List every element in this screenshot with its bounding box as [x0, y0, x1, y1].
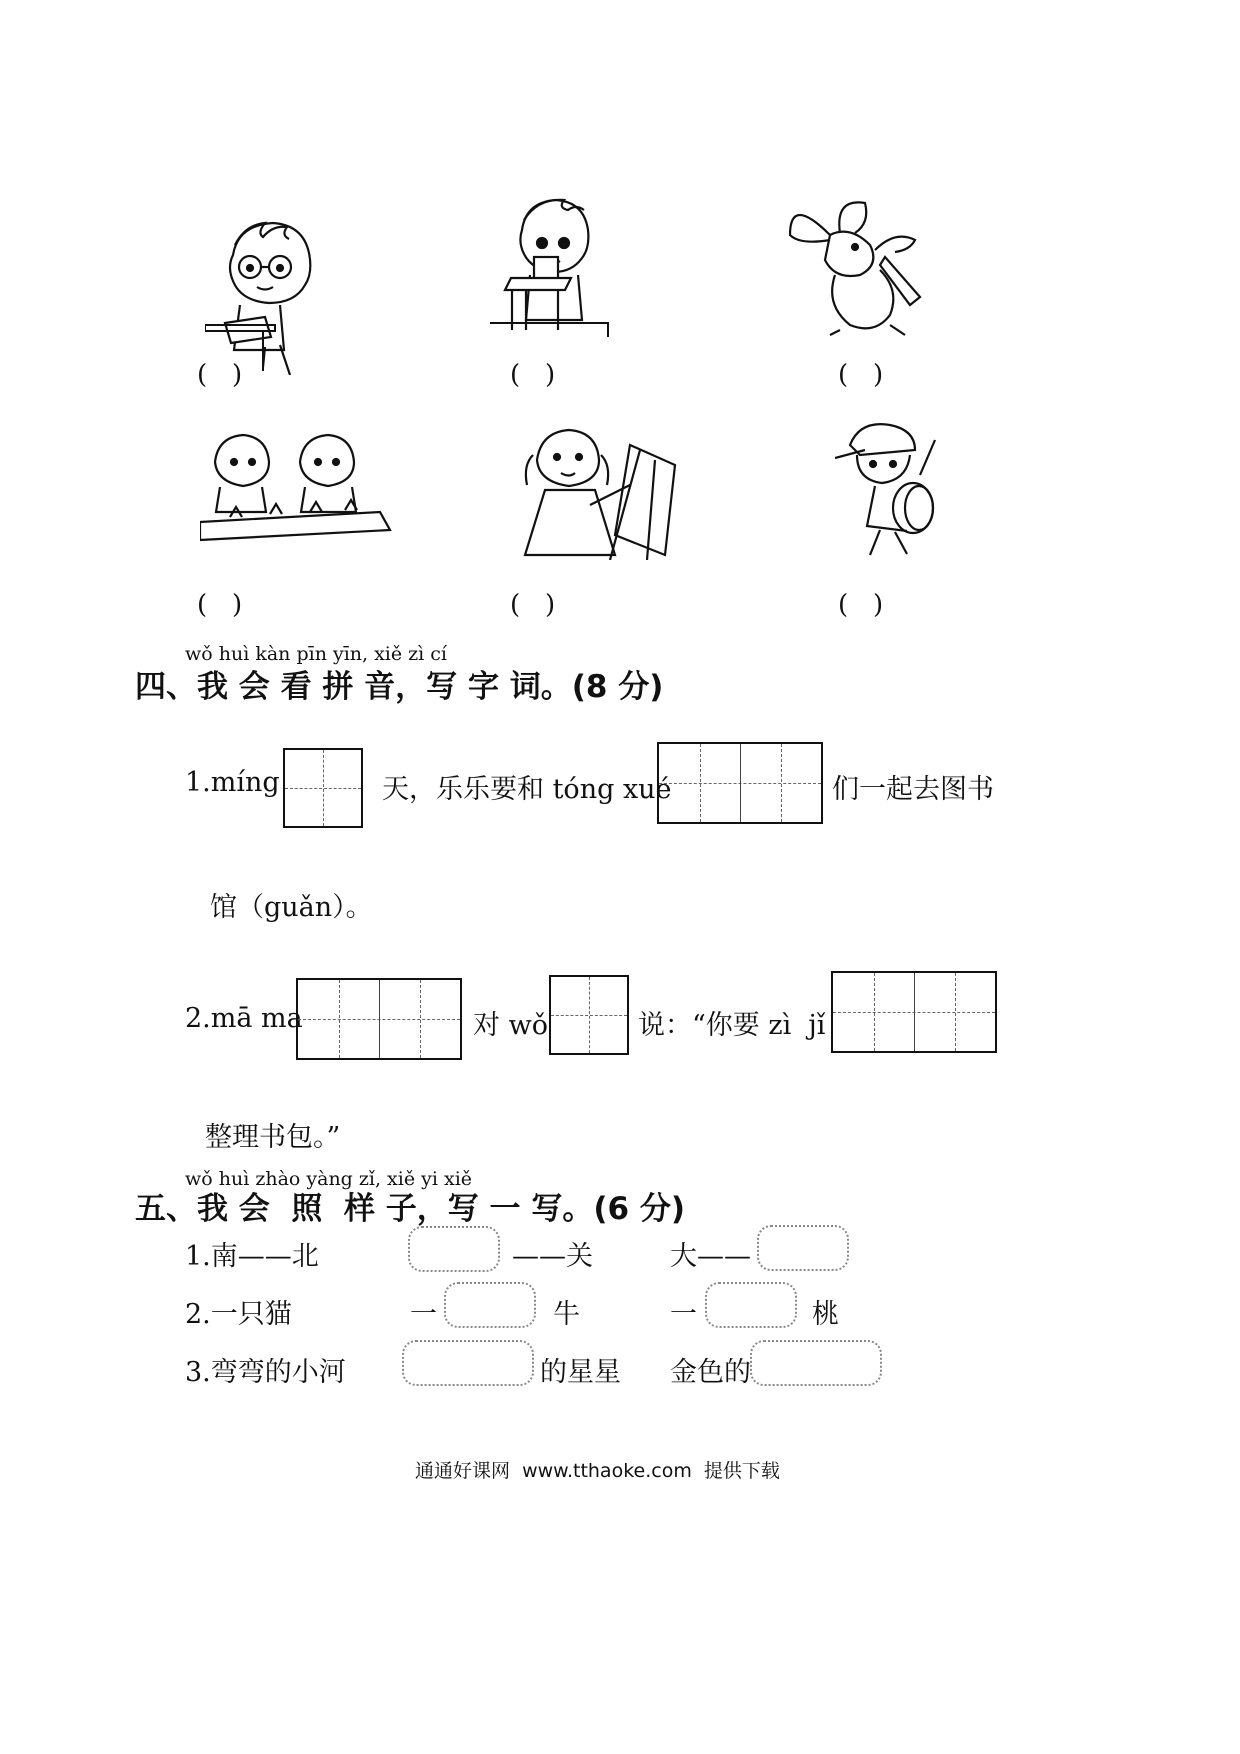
answer-paren-1[interactable]: ( ) [197, 360, 243, 390]
r3-jinse: 金色的 [670, 1357, 751, 1388]
q1-continuation: 馆（guǎn）。 [210, 892, 373, 923]
r1-item3: 大—— [670, 1241, 751, 1272]
girl-painting-illustration [515, 425, 690, 560]
r2-niu: 牛 [553, 1299, 580, 1330]
boy-reading-book-illustration [205, 215, 325, 375]
children-folding-paper-cranes-illustration [200, 432, 395, 547]
tianzige-box[interactable] [657, 742, 823, 824]
answer-box[interactable] [402, 1340, 534, 1386]
answer-paren-6[interactable]: ( ) [838, 590, 884, 620]
r1-item2: ——关 [512, 1241, 593, 1272]
section4-title: 四、我 会 看 拼 音，写 字 词。(8 分) [135, 669, 664, 705]
footer-source: 通通好课网 www.tthaoke.com 提供下载 [415, 1460, 780, 1482]
r3-xingxing: 的星星 [540, 1357, 621, 1388]
answer-paren-3[interactable]: ( ) [838, 360, 884, 390]
section5-title: 五、我 会 照 样 子，写 一 写。(6 分) [135, 1191, 686, 1227]
answer-box[interactable] [750, 1340, 882, 1386]
q1-prefix: 1.míng [185, 767, 280, 798]
r3-example: 3.弯弯的小河 [185, 1357, 346, 1388]
q1-mid: 天，乐乐要和 tóng xué [382, 774, 672, 805]
r1-example: 1.南——北 [185, 1241, 319, 1272]
boy-building-blocks-illustration [490, 195, 615, 340]
answer-paren-2[interactable]: ( ) [510, 360, 556, 390]
r2-example: 2.一只猫 [185, 1299, 292, 1330]
r2-yi-1: 一 [410, 1299, 437, 1330]
answer-box[interactable] [408, 1226, 500, 1272]
rabbit-carrying-carrots-illustration [780, 195, 930, 340]
answer-box[interactable] [757, 1225, 849, 1271]
tianzige-box[interactable] [283, 748, 363, 828]
answer-box[interactable] [705, 1282, 797, 1328]
answer-paren-5[interactable]: ( ) [510, 590, 556, 620]
q1-suffix: 们一起去图书 [832, 774, 994, 805]
r2-tao: 桃 [812, 1299, 839, 1330]
boy-drumming-illustration [835, 420, 940, 560]
answer-box[interactable] [444, 1282, 536, 1328]
q2-prefix: 2.mā ma [185, 1003, 303, 1034]
tianzige-box[interactable] [296, 978, 462, 1060]
q2-continuation: 整理书包。” [205, 1122, 341, 1153]
q2-mid1: 对 wǒ [473, 1010, 548, 1041]
tianzige-box[interactable] [831, 971, 997, 1053]
r2-yi-2: 一 [670, 1299, 697, 1330]
section4-pinyin: wǒ huì kàn pīn yīn, xiě zì cí [185, 643, 448, 665]
tianzige-box[interactable] [549, 975, 629, 1055]
section5-pinyin: wǒ huì zhào yàng zǐ, xiě yi xiě [185, 1168, 473, 1190]
answer-paren-4[interactable]: ( ) [197, 590, 243, 620]
q2-mid2: 说：“你要 zì jǐ [638, 1010, 826, 1041]
